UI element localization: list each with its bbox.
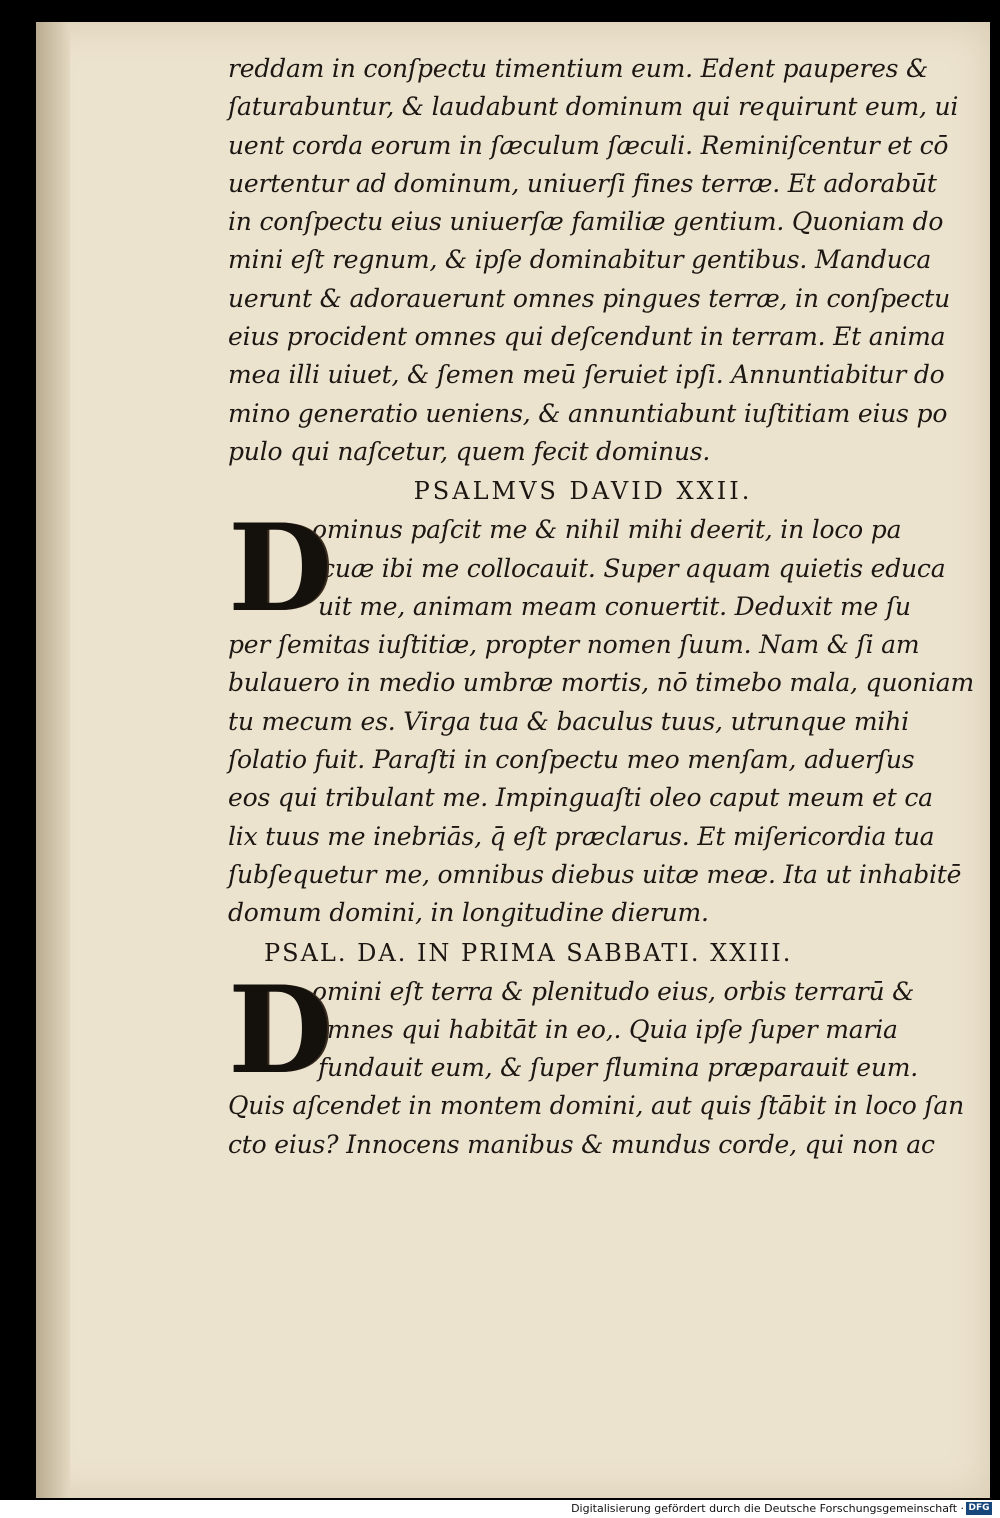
psalm-xxii-body [228,498,974,932]
text-line: ſolatio fuit. Paraſti in conſpectu meo menſam, aduerſus [228,745,915,775]
text-line: lix tuus me inebriās, q̄ eſt præclarus. Et miſericordia tua [228,821,935,851]
text-line: in conſpectu eius uniuerſæ familiæ gentium. Quoniam do [228,207,944,237]
text-line: uent corda eorum in ſæculum ſæculi. Reminiſcentur et cō [228,130,949,160]
text-line: eos qui tribulant me. Impinguaſti oleo caput meum et ca [228,783,933,813]
footer-credit: Digitalisierung gefördert durch die Deutsche Forschungsgemeinschaft · [571,1502,964,1515]
text-line: mini eſt regnum, & ipſe dominabitur gentibus. Manduca [228,245,932,275]
text-line: pulo qui naſcetur, quem fecit dominus. [228,436,711,466]
text-line: eius procident omnes qui deſcendunt in terram. Et anima [228,322,946,352]
drop-cap: D [228,498,332,640]
text-line: omini eſt terra & plenitudo eius, orbis terrarū & [312,976,915,1006]
text-line: mino generatio ueniens, & annuntiabunt iuſtitiam eius po [228,398,948,428]
psalm-heading: PSALMVS DAVID XXII. [413,477,753,506]
text-line: cto eius? Innocens manibus & mundus corde, qui non ac [228,1129,935,1159]
drop-cap: D [228,959,332,1101]
text-line: per ſemitas iuſtitiæ, propter nomen ſuum. Nam & ſi am [228,630,920,660]
text-line: uit me, animam meam conuertit. Deduxit me ſu [318,591,911,621]
text-line: tu mecum es. Virga tua & baculus tuus, utrunque mihi [228,706,909,736]
text-line: fundauit eum, & ſuper flumina præparauit eum. [318,1053,919,1083]
text-line: bulauero in medio umbræ mortis, nō timebo mala, quoniam [228,668,974,698]
text-line: mea illi uiuet, & ſemen meū ſeruiet ipſi. Annuntiabitur do [228,360,945,390]
text-line: uerunt & adorauerunt omnes pingues terræ, in conſpectu [228,283,951,313]
page-text [228,50,974,1164]
psalm-xxiii-body [228,959,964,1164]
text-line: uertentur ad dominum, uniuerſi fines terræ. Et adorabūt [228,168,937,198]
text-line: ſcuæ ibi me collocauit. Super aquam quietis educa [312,553,946,583]
page-gutter [36,22,70,1498]
text-line: Quis aſcendet in montem domini, aut quis ſtābit in loco ſan [228,1091,964,1121]
text-line: omnes qui habitāt in eo,. Quia ipſe ſuper maria [312,1014,898,1044]
psalm-xxi-end [228,50,959,471]
text-line: reddam in conſpectu timentium eum. Edent pauperes & [228,54,929,83]
text-line: ſaturabuntur, & laudabunt dominum qui requirunt eum, ui [228,92,959,122]
text-line: ſubſequetur me, omnibus diebus uitæ meæ. Ita ut inhabitē [228,859,962,889]
text-line: ominus paſcit me & nihil mihi deerit, in loco pa [312,515,902,545]
dfg-logo-icon: DFG [966,1502,992,1515]
text-line: domum domini, in longitudine dierum. [228,898,709,928]
psalm-heading: PSAL. DA. IN PRIMA SABBATI. XXIII. [264,938,793,967]
